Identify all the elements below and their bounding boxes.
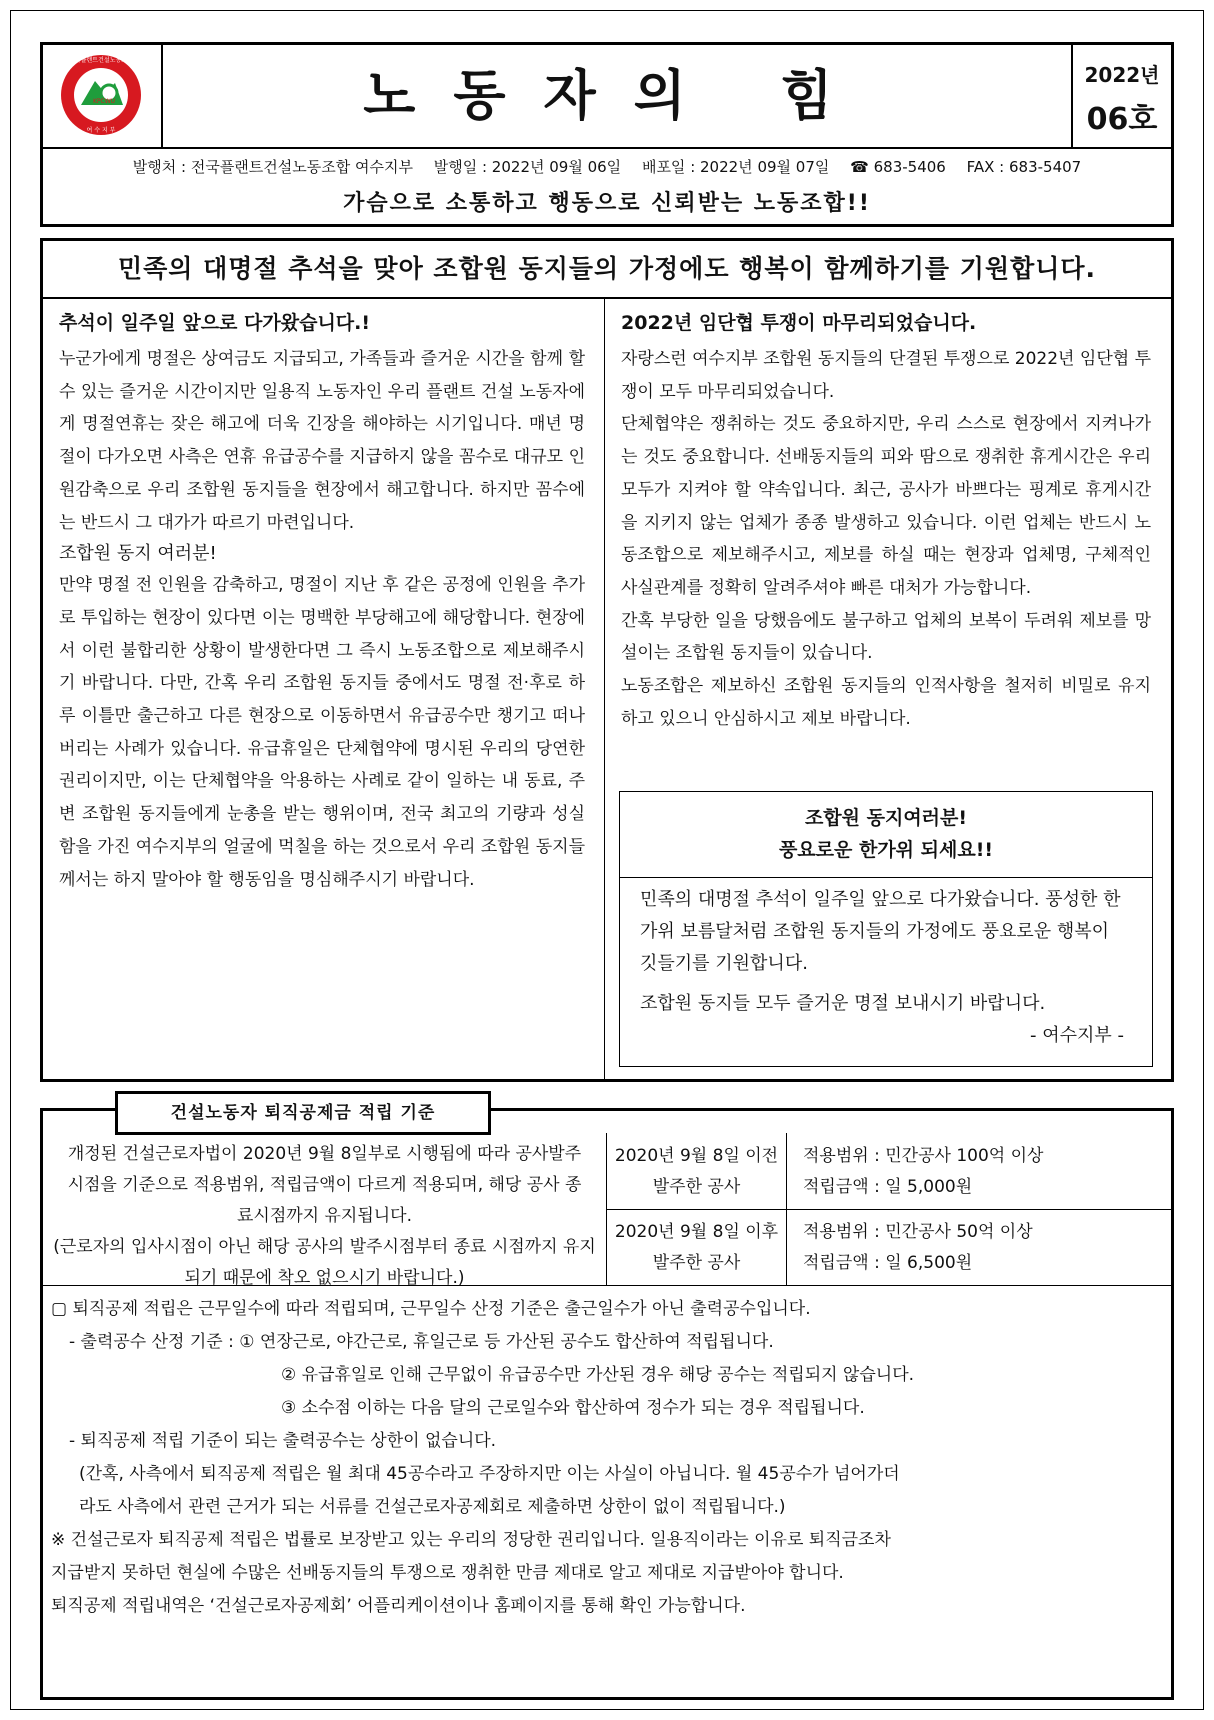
logo-sub: KPCWU	[93, 98, 116, 105]
detail-line: 라도 사측에서 관련 근거가 되는 서류를 건설근로자공제회로 제출하면 상한이 없이 적립됩니다.)	[79, 1497, 786, 1517]
left-column	[59, 303, 585, 896]
right-column	[621, 303, 1151, 735]
criteria-after	[787, 1209, 1171, 1285]
greeting-header	[620, 792, 1152, 878]
right-title: 2022년 임단협 투쟁이 마무리되었습니다.	[621, 312, 977, 334]
greeting-text-2: 조합원 동지들 모두 즐거운 명절 보내시기 바랍니다.	[640, 993, 1046, 1014]
section-divider	[43, 1285, 1171, 1286]
detail-line: - 출력공수 산정 기준 : ① 연장근로, 야간근로, 휴일근로 등 가산된 공수도 합산하여 적립됩니다.	[69, 1332, 774, 1352]
detail-line: ③ 소수점 이하는 다음 달의 근로일수와 합산하여 정수가 되는 경우 적립됩니다.	[281, 1398, 865, 1418]
newsletter-title: 노동자의 힘	[163, 45, 1073, 147]
main-article	[40, 238, 1174, 1082]
intro-text	[43, 1133, 607, 1288]
issue-year: 2022년	[1084, 63, 1160, 87]
detail-line: ▢ 퇴직공제 적립은 근무일수에 따라 적립되며, 근무일수 산정 기준은 출근일수가 아닌 출력공수입니다.	[51, 1299, 811, 1319]
amount-before: 적립금액 : 일 5,000원	[803, 1177, 973, 1197]
greeting-signature: - 여수지부 -	[1030, 1025, 1124, 1046]
left-subheading: 조합원 동지 여러분!	[59, 543, 217, 565]
headline: 민족의 대명절 추석을 맞아 조합원 동지들의 가정에도 행복이 함께하기를 기원합니다.	[43, 241, 1171, 299]
fund-details	[51, 1293, 1163, 1623]
issue-info	[1073, 45, 1171, 147]
amount-after: 적립금액 : 일 6,500원	[803, 1253, 973, 1273]
slogan: 가슴으로 소통하고 행동으로 신뢰받는 노동조합!!	[343, 191, 871, 216]
scope-before: 적용범위 : 민간공사 100억 이상	[803, 1146, 1044, 1166]
distribution-date: 배포일 : 2022년 09월 07일	[641, 158, 830, 176]
logo-text: 전국플랜트건설노동조합	[69, 57, 133, 64]
logo-bottom: 여 수 지 부	[86, 127, 116, 134]
left-title: 추석이 일주일 앞으로 다가왔습니다.!	[59, 312, 371, 334]
greeting-box	[619, 791, 1153, 1067]
intro-text-2: (근로자의 입사시점이 아닌 해당 공사의 발주시점부터 종료 시점까지 유지되기 때문에 착오 없으시기 바랍니다.)	[53, 1237, 596, 1288]
left-paragraph-1: 누군가에게 명절은 상여금도 지급되고, 가족들과 즐거운 시간을 함께 할 수 있는 즐거운 시간이지만 일용직 노동자인 우리 플랜트 건설 노동자에게 명절연휴는 잦은 해고에 더욱 긴장을 해야하는 시기입니다. 매년 명절이 다가오면 사측은 연휴 유급공수를 지급하지 않을 꼼수로 대규모 인원감축으로 우리 조합원 동지들을 현장에서 해고합니다. 하지만 꼼수에는 반드시 그 대가가 따르기 마련입니다.	[59, 349, 585, 533]
detail-line: - 퇴직공제 적립 기준이 되는 출력공수는 상한이 없습니다.	[69, 1431, 497, 1451]
union-logo-icon	[43, 45, 159, 145]
detail-line: 지급받지 못하던 현실에 수많은 선배동지들의 투쟁으로 쟁취한 만큼 제대로 알고 제대로 지급받아야 합니다.	[51, 1563, 844, 1583]
greeting-header-line-2: 풍요로운 한가위 되세요!!	[778, 839, 994, 861]
section-title: 건설노동자 퇴직공제금 적립 기준	[115, 1091, 491, 1135]
fax: FAX : 683-5407	[966, 158, 1082, 176]
greeting-body	[620, 878, 1152, 1058]
intro-text-1: 개정된 건설근로자법이 2020년 9월 8일부로 시행됨에 따라 공사발주시점을 기준으로 적용범위, 적립금액이 다르게 적용되며, 해당 공사 종료시점까지 유지됩니다.	[67, 1144, 582, 1226]
publication-info	[43, 147, 1171, 187]
left-paragraph-2: 만약 명절 전 인원을 감축하고, 명절이 지난 후 같은 공정에 인원을 추가로 투입하는 현장이 있다면 이는 명백한 부당해고에 해당합니다. 현장에서 이런 불합리한 상황이 발생한다면 그 즉시 노동조합으로 제보해주시기 바랍니다. 다만, 간혹 우리 조합원 동지들 중에서도 명절 전·후로 하루 이틀만 출근하고 다른 현장으로 이동하면서 유급공수만 챙기고 떠나버리는 사례가 있습니다. 유급휴일은 단체협약에 명시된 우리의 당연한 권리이지만, 이는 단체협약을 악용하는 사례로 같이 일하는 내 동료, 주변 조합원 동지들에게 눈총을 받는 행위이며, 전국 최고의 기량과 성실함을 가진 여수지부의 얼굴에 먹칠을 하는 것으로서 우리 조합원 동지들께서는 하지 말아야 할 행동임을 명심해주시기 바랍니다.	[59, 575, 585, 890]
detail-line: (간혹, 사측에서 퇴직공제 적립은 월 최대 45공수라고 주장하지만 이는 사실이 아닙니다. 월 45공수가 넘어가더	[79, 1464, 900, 1484]
right-paragraph-4: 노동조합은 제보하신 조합원 동지들의 인적사항을 철저히 비밀로 유지하고 있으니 안심하시고 제보 바랍니다.	[621, 676, 1151, 729]
detail-line: ② 유급휴일로 인해 근무없이 유급공수만 가산된 경우 해당 공수는 적립되지 않습니다.	[281, 1365, 915, 1385]
criteria-before	[787, 1133, 1171, 1209]
retirement-fund-section	[40, 1103, 1174, 1700]
column-divider	[604, 299, 605, 1079]
detail-line: 퇴직공제 적립내역은 ‘건설근로자공제회’ 어플리케이션이나 홈페이지를 통해 확인 가능합니다.	[51, 1596, 746, 1616]
period-after: 2020년 9월 8일 이후 발주한 공사	[607, 1209, 787, 1285]
detail-line: ※ 건설근로자 퇴직공제 적립은 법률로 보장받고 있는 우리의 정당한 권리입니다. 일용직이라는 이유로 퇴직금조차	[51, 1530, 891, 1550]
logo	[43, 45, 163, 147]
masthead	[40, 42, 1174, 227]
issue-date: 발행일 : 2022년 09월 06일	[433, 158, 622, 176]
greeting-header-line-1: 조합원 동지여러분!	[804, 807, 968, 829]
phone: ☎ 683-5406	[850, 158, 946, 176]
scope-after: 적용범위 : 민간공사 50억 이상	[803, 1222, 1033, 1242]
issue-number: 06호	[1086, 102, 1158, 137]
publisher: 발행처 : 전국플랜트건설노동조합 여수지부	[132, 158, 413, 176]
right-paragraph-2: 단체협약은 쟁취하는 것도 중요하지만, 우리 스스로 현장에서 지켜나가는 것도 중요합니다. 선배동지들의 피와 땀으로 쟁취한 휴게시간은 우리 모두가 지켜야 할 약속입니다. 최근, 공사가 바쁘다는 핑계로 휴게시간을 지키지 않는 업체가 종종 발생하고 있습니다. 이런 업체는 반드시 노동조합으로 제보해주시고, 제보를 하실 때는 현장과 업체명, 구체적인 사실관계를 정확히 알려주셔야 빠른 대처가 가능합니다.	[621, 414, 1151, 598]
greeting-text-1: 민족의 대명절 추석이 일주일 앞으로 다가왔습니다. 풍성한 한가위 보름달처럼 조합원 동지들의 가정에도 풍요로운 행복이 깃들기를 기원합니다.	[640, 889, 1121, 974]
right-paragraph-3: 간혹 부당한 일을 당했음에도 불구하고 업체의 보복이 두려워 제보를 망설이는 조합원 동지들이 있습니다.	[621, 610, 1151, 664]
period-before: 2020년 9월 8일 이전 발주한 공사	[607, 1133, 787, 1209]
right-paragraph-1: 자랑스런 여수지부 조합원 동지들의 단결된 투쟁으로 2022년 임단협 투쟁이 모두 마무리되었습니다.	[621, 349, 1151, 402]
